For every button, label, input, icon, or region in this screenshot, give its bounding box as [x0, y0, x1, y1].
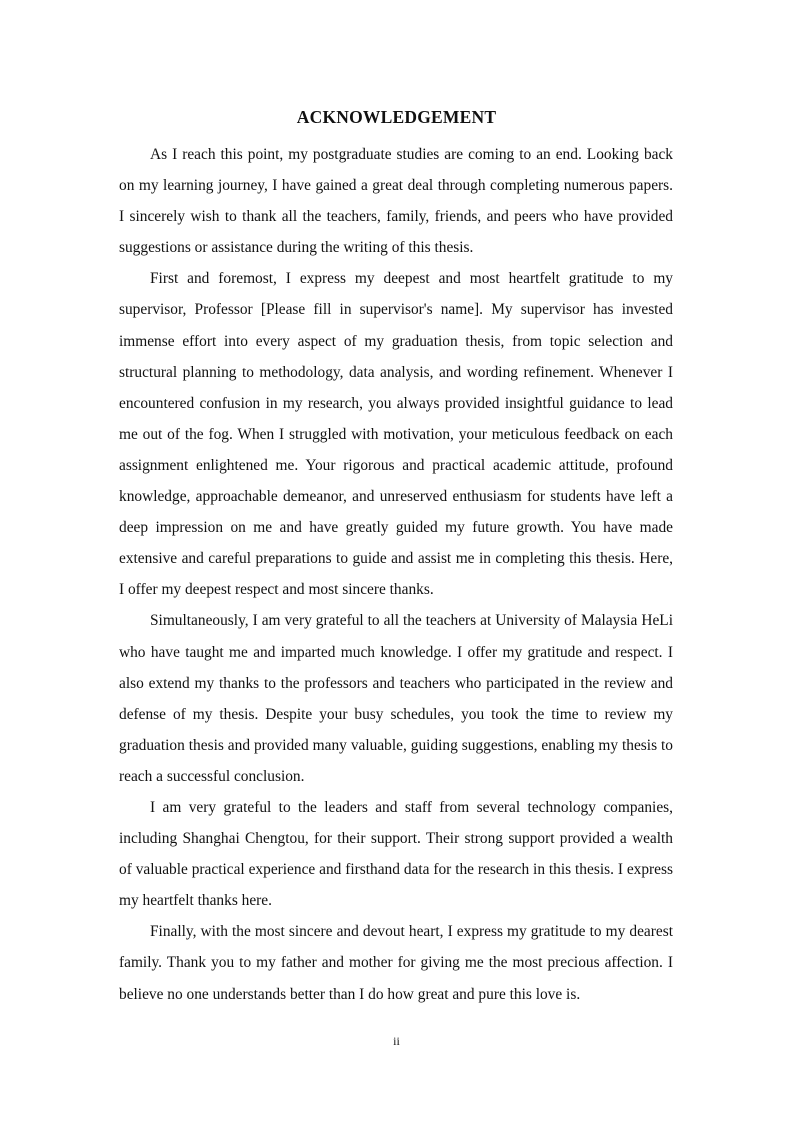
page-title: ACKNOWLEDGEMENT	[296, 107, 497, 127]
paragraph-2: First and foremost, I express my deepest and most heartfelt gratitude to my supervisor, Professor [Please fill in supervisor's name]. My supervisor has invested immense effort into every aspect of my graduation thesis, from topic selection and structural planning to methodology, data analysis, and wording refinement. Whenever I encountered confusion in my research, you always provided insightful guidance to lead me out of the fog. When I struggled with motivation, your meticulous feedback on each assignment enlightened me. Your rigorous and practical academic attitude, profound knowledge, approachable demeanor, and unreserved enthusiasm for students have left a deep impression on me and have greatly guided my future growth. You have made extensive and careful preparations to guide and assist me in completing this thesis. Here, I offer my deepest respect and most sincere thanks.	[119, 270, 673, 599]
paragraph-3: Simultaneously, I am very grateful to all the teachers at University of Malaysia HeLi who have taught me and imparted much knowledge. I offer my gratitude and respect. I also extend my thanks to the professors and teachers who participated in the review and defense of my thesis. Despite your busy schedules, you took the time to review my graduation thesis and provided many valuable, guiding suggestions, enabling my thesis to reach a successful conclusion.	[119, 612, 673, 785]
paragraph-1: As I reach this point, my postgraduate studies are coming to an end. Looking back on my learning journey, I have gained a great deal through completing numerous papers. I sincerely wish to thank all the teachers, family, friends, and peers who have provided suggestions or assistance during the writing of this thesis.	[119, 146, 673, 257]
acknowledgement-body	[119, 139, 673, 1010]
paragraph-5: Finally, with the most sincere and devout heart, I express my gratitude to my dearest family. Thank you to my father and mother for giving me the most precious affection. I believe no one understands better than I do how great and pure this love is.	[119, 923, 673, 1003]
paragraph-4: I am very grateful to the leaders and staff from several technology companies, including Shanghai Chengtou, for their support. Their strong support provided a wealth of valuable practical experience and firsthand data for the research in this thesis. I express my heartfelt thanks here.	[119, 798, 673, 910]
page-number: ii	[393, 1034, 400, 1048]
